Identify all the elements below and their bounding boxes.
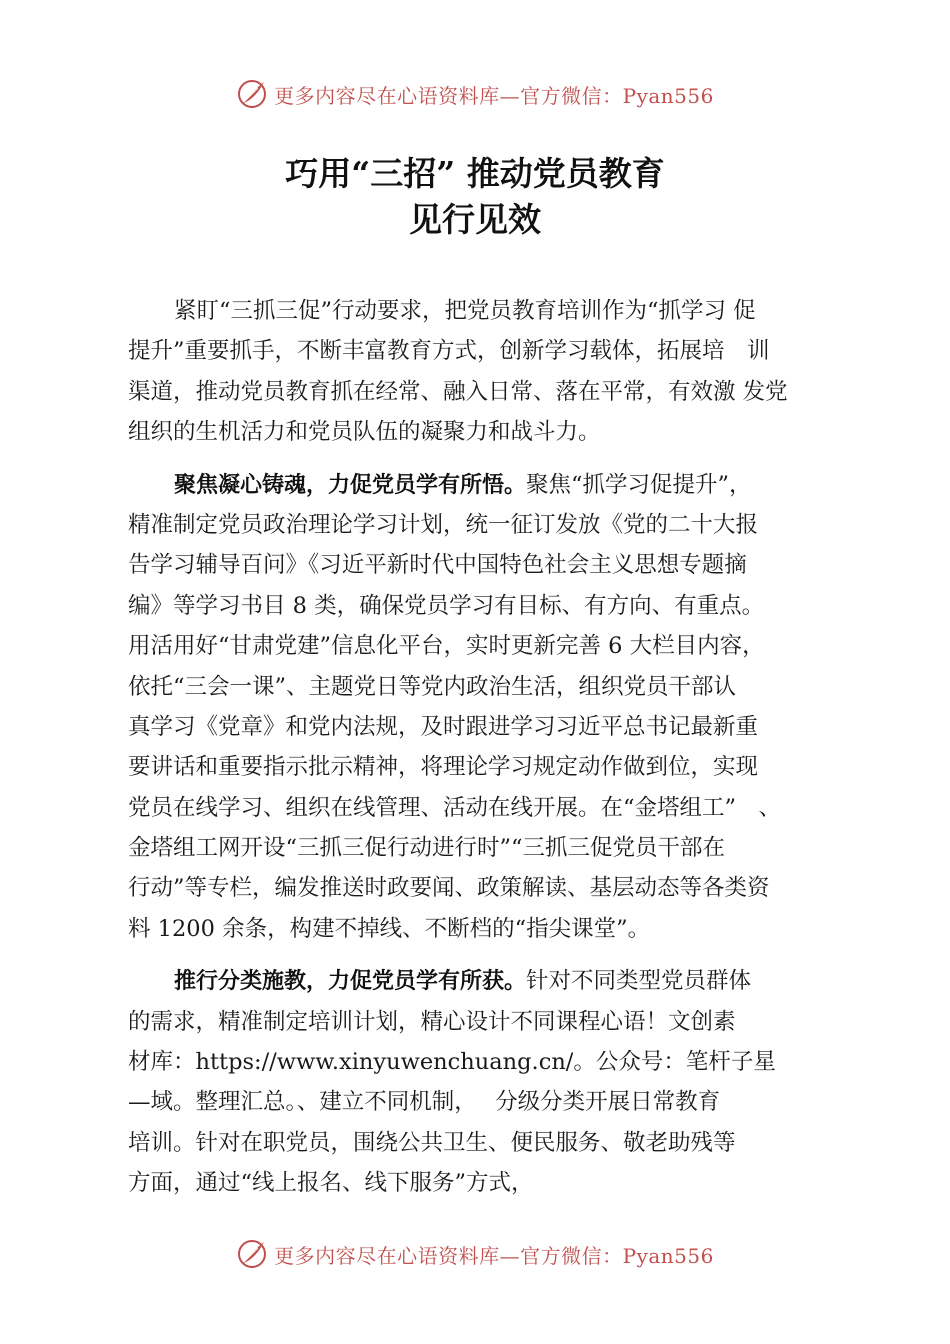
paragraph-line: 编》等学习书目 8 类，确保党员学习有目标、有方向、有重点。 bbox=[128, 592, 765, 619]
paragraph-line: —域。整理汇总。、建立不同机制， 分级分类开展日常教育 bbox=[128, 1089, 721, 1116]
paragraph-line bbox=[128, 465, 840, 505]
paragraph-text: 针对不同类型党员群体 bbox=[526, 968, 752, 995]
paragraph-line: 的需求，精准制定培训计划，精心设计不同课程心语！文创素 bbox=[128, 1008, 736, 1035]
page-title-line-2: 见行见效 bbox=[409, 200, 541, 239]
watermark-banner-top bbox=[0, 74, 950, 114]
paragraph-line: 组织的生机活力和党员队伍的凝聚力和战斗力。 bbox=[128, 419, 601, 446]
paragraph-text: 聚焦“抓学习促提升”， bbox=[526, 471, 752, 498]
paragraph-line: 党员在线学习、组织在线管理、活动在线开展。在“金塔组工” 、 bbox=[128, 794, 782, 821]
paragraph-line: 渠道，推动党员教育抓在经常、融入日常、落在平常，有效激 发党 bbox=[128, 378, 788, 405]
watermark-banner-bottom bbox=[0, 1234, 950, 1274]
paragraph-line: 依托“三会一课”、主题党日等党内政治生活，组织党员干部认 bbox=[128, 673, 737, 700]
paragraph-line: 真学习《党章》和党内法规，及时跟进学习习近平总书记最新重 bbox=[128, 713, 759, 740]
section-heading-classify: 推行分类施教，力促党员学有所获。 bbox=[174, 969, 527, 995]
section-heading-focus: 聚焦凝心铸魂，力促党员学有所悟。 bbox=[174, 472, 527, 498]
article-body bbox=[128, 291, 840, 1204]
watermark-text: 更多内容尽在心语资料库—官方微信：Pyan556 bbox=[274, 1243, 714, 1268]
paragraph-line: 精准制定党员政治理论学习计划，统一征订发放《党的二十大报 bbox=[128, 511, 759, 538]
paragraph-line: 培训。针对在职党员，围绕公共卫生、便民服务、敬老助残等 bbox=[128, 1129, 736, 1156]
paragraph-line: 告学习辅导百问》《习近平新时代中国特色社会主义思想专题摘 bbox=[128, 552, 747, 579]
feather-circle-logo-icon bbox=[236, 1238, 268, 1270]
feather-circle-logo-icon bbox=[236, 78, 268, 110]
paragraph-line: 金塔组工网开设“三抓三促行动进行时”“三抓三促党员干部在 bbox=[128, 835, 726, 862]
paragraph-line bbox=[128, 961, 840, 1001]
paragraph-line: 提升”重要抓手，不断丰富教育方式，创新学习载体，拓展培 训 bbox=[128, 338, 770, 365]
paragraph-line: 行动”等专栏，编发推送时政要闻、政策解读、基层动态等各类资 bbox=[128, 875, 770, 902]
paragraph-line: 材库：https://www.xinyuwenchuang.cn/。公众号：笔杆子星 bbox=[128, 1049, 776, 1076]
paragraph-line: 要讲话和重要指示批示精神，将理论学习规定动作做到位，实现 bbox=[128, 754, 759, 781]
paragraph-line: 紧盯“三抓三促”行动要求，把党员教育培训作为“抓学习 促 bbox=[174, 298, 756, 324]
paragraph-line: 方面，通过“线上报名、线下服务”方式， bbox=[128, 1170, 534, 1197]
page-title-line-1: 巧用“三招” 推动党员教育 bbox=[285, 154, 665, 193]
paragraph-line: 用活用好“甘肃党建”信息化平台，实时更新完善 6 大栏目内容， bbox=[128, 633, 765, 660]
paragraph-line: 料 1200 余条，构建不掉线、不断档的“指尖课堂”。 bbox=[128, 915, 651, 942]
watermark-text: 更多内容尽在心语资料库—官方微信：Pyan556 bbox=[274, 83, 714, 108]
